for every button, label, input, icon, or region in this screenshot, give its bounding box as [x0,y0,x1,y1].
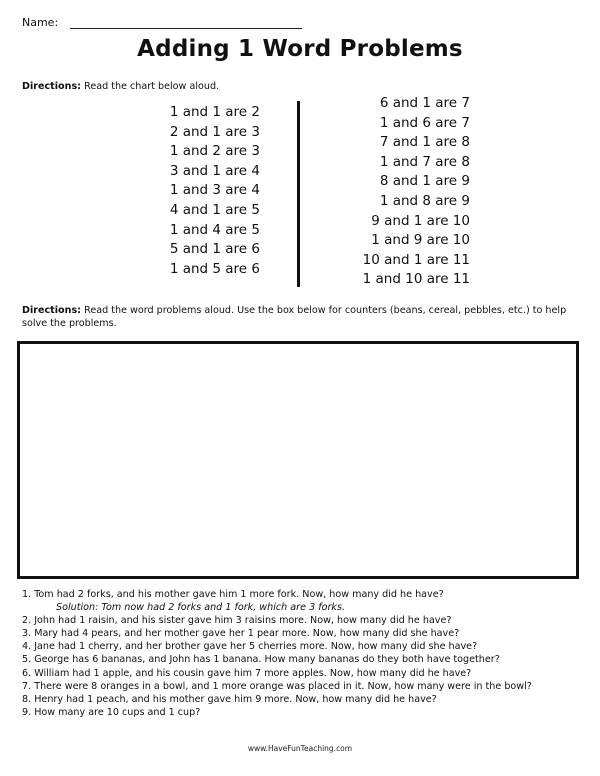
fact-line: 1 and 9 are 10 [371,232,470,249]
problem-item: 2. John had 1 raisin, and his sister gave him 3 raisins more. Now, how many did he have? [22,615,452,627]
directions-label: Directions: [22,81,82,92]
directions-label: Directions: [22,305,82,316]
problem-solution: Solution: Tom now had 2 forks and 1 fork, which are 3 forks. [56,602,346,614]
fact-line: 5 and 1 are 6 [169,241,260,258]
name-row [22,16,302,29]
fact-line: 4 and 1 are 5 [169,201,260,218]
problem-item: 3. Mary had 4 pears, and her mother gave her 1 pear more. Now, how many did she have? [22,628,460,640]
directions-problems [22,304,582,330]
fact-line: 1 and 1 are 2 [169,104,260,120]
problem-item: 8. Henry had 1 peach, and his mother gave him 9 more. Now, how many did he have? [22,693,437,705]
problem-item: 4. Jane had 1 cherry, and her brother gave her 5 cherries more. Now, how many did she have? [22,641,478,653]
footer-url: www.HaveFunTeaching.com [247,744,353,753]
problem-item: 9. How many are 10 cups and 1 cup? [22,706,201,718]
fact-line: 1 and 2 are 3 [169,143,260,160]
fact-line: 2 and 1 are 3 [169,123,260,140]
directions-text: Read the word problems aloud. Use the box below for counters (beans, cereal, pebbles, etc.) to help solve the problems. [22,305,567,329]
fact-line: 9 and 1 are 10 [371,212,470,229]
name-label: Name: [22,16,59,29]
fact-line: 10 and 1 are 11 [362,251,470,268]
page-title: Adding 1 Word Problems [137,36,463,62]
fact-line: 1 and 10 are 11 [362,271,470,288]
name-input-line[interactable] [70,16,302,29]
fact-line: 1 and 6 are 7 [379,114,470,131]
fact-line: 1 and 4 are 5 [169,221,260,238]
fact-column-right [300,94,470,290]
fact-line: 1 and 8 are 9 [379,192,470,209]
problem-item: 5. George has 6 bananas, and John has 1 banana. How many bananas do they both have together? [22,654,500,666]
fact-line: 1 and 7 are 8 [379,153,470,170]
problem-item: 1. Tom had 2 forks, and his mother gave him 1 more fork. Now, how many did he have? [22,589,444,600]
fact-line: 8 and 1 are 9 [379,173,470,190]
fact-column-left [90,103,260,279]
problem-item: 7. There were 8 oranges in a bowl, and 1 more orange was placed in it. Now, how many were in the bowl? [22,680,532,692]
fact-line: 6 and 1 are 7 [379,95,470,111]
counter-box[interactable] [17,341,579,579]
directions-chart [22,80,219,93]
problem-list [22,588,582,719]
fact-line: 1 and 5 are 6 [169,260,260,277]
fact-line: 7 and 1 are 8 [379,134,470,151]
fact-line: 1 and 3 are 4 [169,182,260,199]
directions-text: Read the chart below aloud. [81,81,220,92]
problem-item: 6. William had 1 apple, and his cousin gave him 7 more apples. Now, how many did he have? [22,667,472,679]
fact-line: 3 and 1 are 4 [169,162,260,179]
